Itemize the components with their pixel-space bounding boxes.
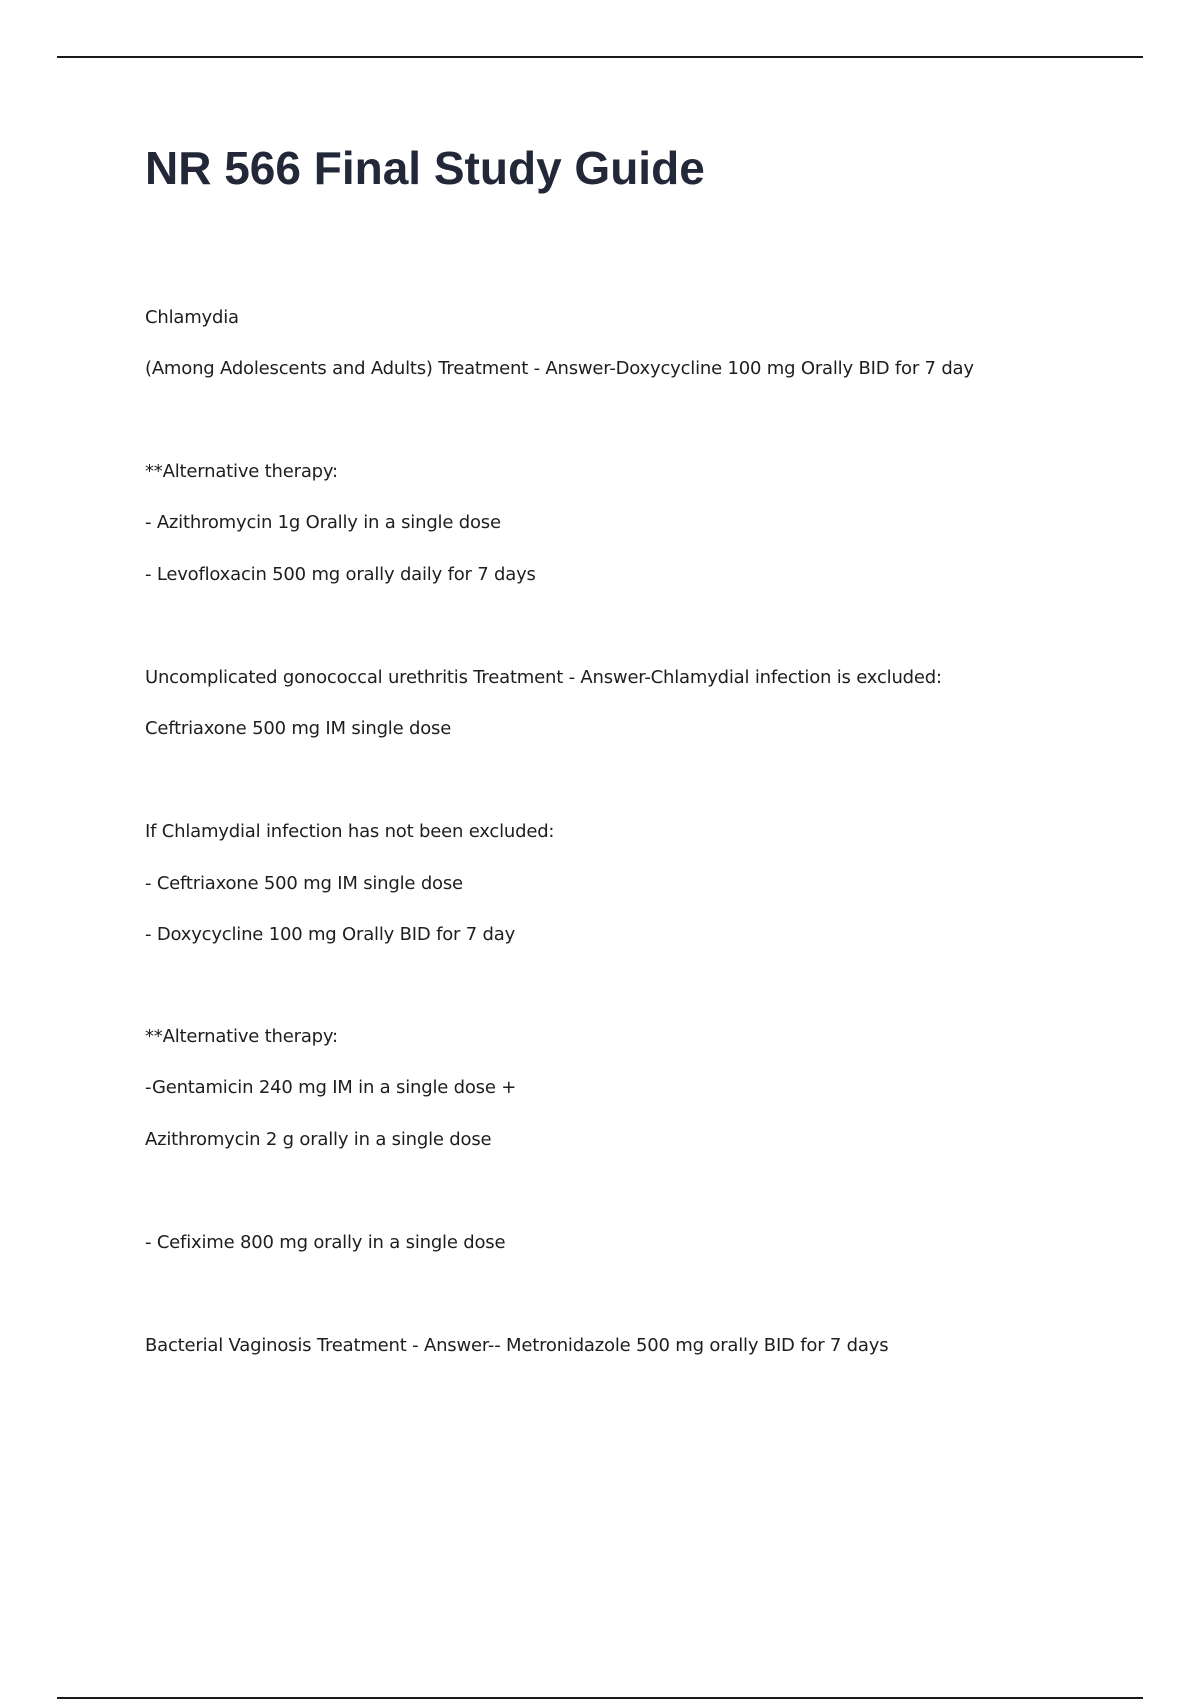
text-line: -Gentamicin 240 mg IM in a single dose + <box>145 1077 517 1098</box>
text-line: Azithromycin 2 g orally in a single dose <box>145 1129 492 1150</box>
text-line: - Azithromycin 1g Orally in a single dose <box>145 512 501 533</box>
text-line: Chlamydia <box>145 307 239 328</box>
text-line: Ceftriaxone 500 mg IM single dose <box>145 718 452 739</box>
header-rule <box>57 56 1143 58</box>
text-line: **Alternative therapy: <box>145 1026 338 1047</box>
text-line: Uncomplicated gonococcal urethritis Treatment - Answer-Chlamydial infection is excluded: <box>145 667 942 688</box>
text-line: - Levofloxacin 500 mg orally daily for 7 days <box>145 564 536 585</box>
text-line: (Among Adolescents and Adults) Treatment - Answer-Doxycycline 100 mg Orally BID for 7 day <box>145 358 974 379</box>
footer-rule <box>57 1697 1143 1699</box>
text-line: - Doxycycline 100 mg Orally BID for 7 day <box>145 924 516 945</box>
text-line: If Chlamydial infection has not been excluded: <box>145 821 555 842</box>
text-line: Bacterial Vaginosis Treatment - Answer-- Metronidazole 500 mg orally BID for 7 days <box>145 1335 889 1356</box>
text-line: - Cefixime 800 mg orally in a single dose <box>145 1232 506 1253</box>
text-line: - Ceftriaxone 500 mg IM single dose <box>145 873 463 894</box>
text-line: **Alternative therapy: <box>145 461 338 482</box>
document-title: NR 566 Final Study Guide <box>145 142 705 194</box>
